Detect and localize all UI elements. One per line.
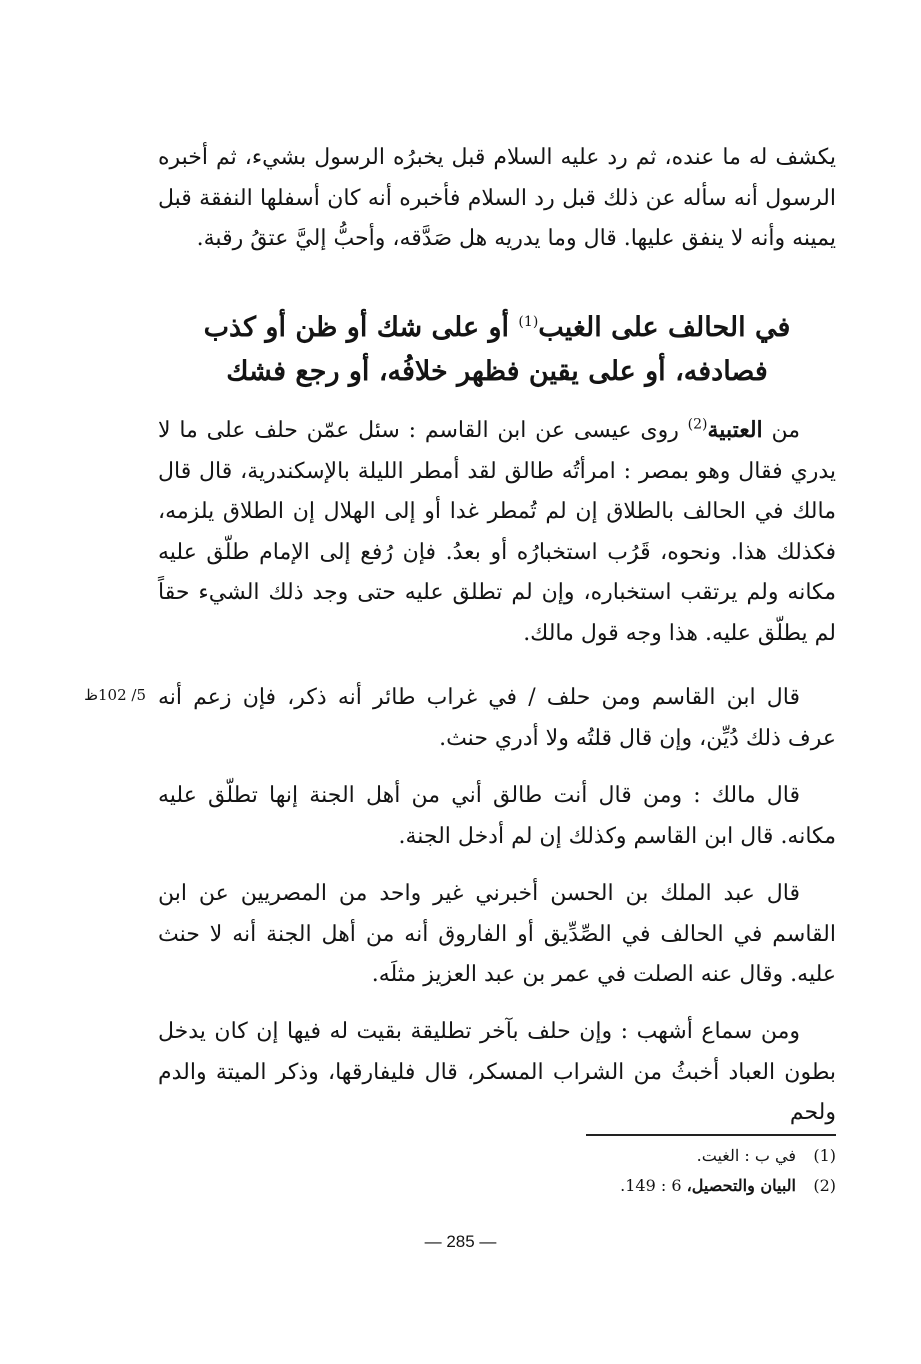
- paragraph-abd-al-malik: قال عبد الملك بن الحسن أخبرني غير واحد من المصريين عن ابن القاسم في الحالف في الصِّدِّيق أو الفاروق أنه من أهل الجنة أنه لا حنث عليه. وقال عنه الصلت في عمر بن عبد العزيز مثلَه.: [158, 881, 836, 987]
- footnote-text: 6 : 149.: [620, 1176, 687, 1195]
- footnote-2: [300, 1174, 836, 1198]
- heading-line1-a: في الحالف على الغيب: [538, 312, 791, 343]
- heading-line2: فصادفه، أو على يقين فظهر خلافُه، أو رجع فشك: [226, 356, 768, 387]
- paragraph-continuation: يكشف له ما عنده، ثم رد عليه السلام قبل يخبرُه الرسول بشيء، ثم أخبره الرسول أنه سأله عن ذلك قبل رد السلام فأخبره أنه كان أسفلها النفقة قبل يمينه وأنه لا ينفق عليها. قال وما يدريه هل صَدَّقه، وأحبُّ إليَّ عتقُ رقبة.: [158, 145, 836, 251]
- footnote-ref-2: (2): [687, 416, 708, 433]
- page-number: — 285 —: [424, 1232, 497, 1251]
- footnote-1: [300, 1144, 836, 1168]
- paragraph-body: روى عيسى عن ابن القاسم : سئل عمّن حلف على ما لا يدري فقال وهو بمصر : امرأتُه طالق لقد أمطر الليلة بالإسكندرية، قال قال مالك في الحالف بالطلاق إن لم تُمطر غدا أو إلى الهلال إن الطلاق يلزمه، فكذلك هذا. ونحوه، قَرُب استخبارُه أو بعدُ. فإن رُفع إلى الإمام طلّق عليه مكانه ولم يرتقب استخباره، وإن لم تطلق عليه حتى وجد ذلك الشيء حقاً لم يطلّق عليه. هذا وجه قول مالك.: [158, 418, 836, 646]
- footnote-text: في ب : الغيت.: [696, 1146, 796, 1165]
- footnote-divider: [586, 1134, 836, 1136]
- footnote-number: (1): [813, 1146, 836, 1165]
- margin-folio-reference: 5/ 102ظ: [84, 686, 146, 704]
- source-title: العتبية: [707, 417, 763, 443]
- paragraph-prefix: من: [762, 418, 800, 443]
- footnote-ref-1: (1): [518, 314, 539, 330]
- footnote-source-title: البيان والتحصيل،: [686, 1176, 796, 1195]
- section-heading: [158, 306, 836, 394]
- paragraph-raven: قال ابن القاسم ومن حلف / في غراب طائر أنه ذكر، فإن زعم أنه عرف ذلك دُيِّن، وإن قال قلتُه ولا أدري حنث.: [158, 685, 836, 751]
- paragraph-ashhab: ومن سماع أشهب : وإن حلف بآخر تطليقة بقيت له فيها إن كان يدخل بطون العباد أخبثُ من الشراب المسكر، قال فليفارقها، وذكر الميتة والدم ولحم: [158, 1019, 836, 1125]
- heading-line1-b: أو على شك أو ظن أو كذب: [203, 312, 519, 343]
- paragraph-utbiyya: [158, 410, 836, 654]
- footnote-number: (2): [813, 1176, 836, 1195]
- paragraph-malik: قال مالك : ومن قال أنت طالق أني من أهل الجنة إنها تطلّق عليه مكانه. قال ابن القاسم وكذلك إن لم أدخل الجنة.: [158, 783, 836, 849]
